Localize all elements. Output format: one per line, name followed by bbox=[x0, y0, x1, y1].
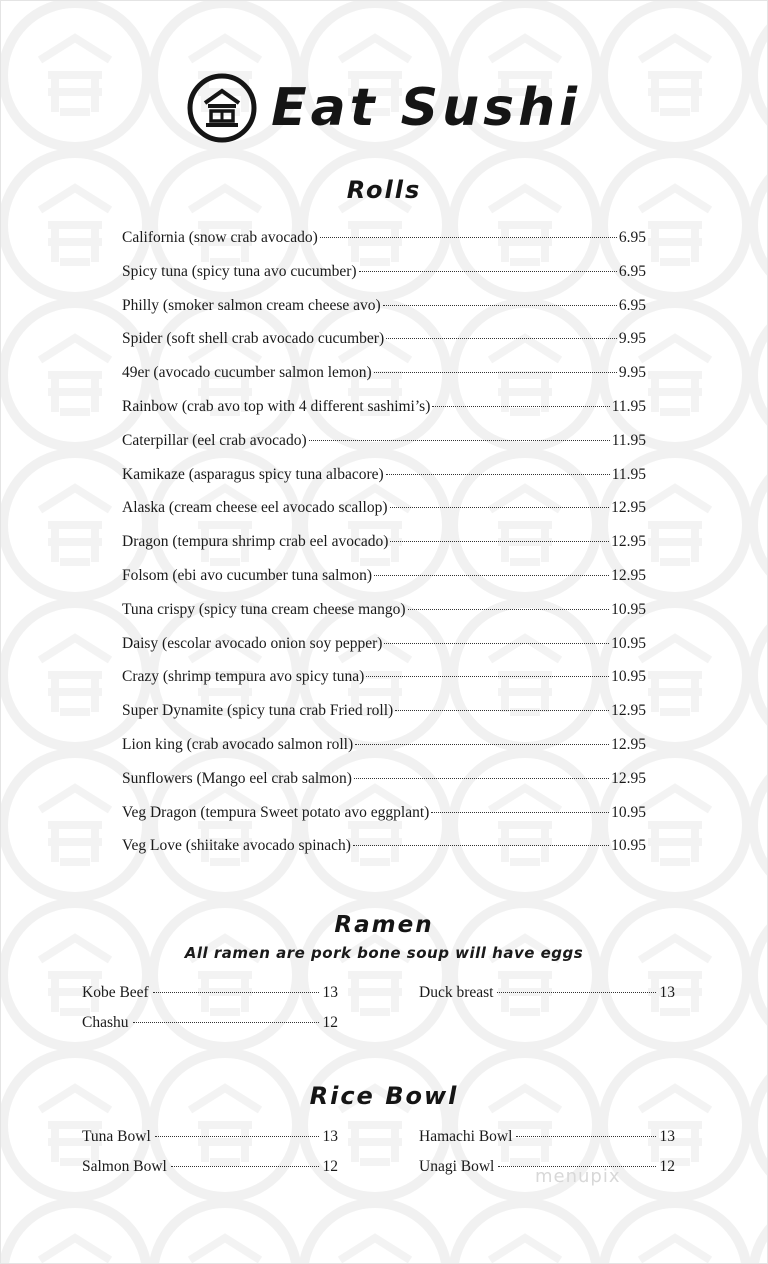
menu-item bbox=[122, 466, 646, 500]
dot-leader bbox=[374, 372, 617, 373]
menu-item bbox=[82, 1128, 338, 1158]
menu-item-name: Tuna Bowl bbox=[82, 1128, 151, 1145]
menu-item-name: Alaska (cream cheese eel avocado scallop) bbox=[122, 499, 388, 517]
menu-item bbox=[82, 984, 338, 1014]
dot-leader bbox=[353, 845, 609, 846]
header bbox=[0, 68, 768, 148]
dot-leader bbox=[354, 778, 609, 779]
dot-leader bbox=[366, 676, 609, 677]
menu-item-price: 12.95 bbox=[611, 702, 646, 720]
restaurant-logo-icon bbox=[187, 73, 257, 143]
menu-item-name: Spider (soft shell crab avocado cucumber) bbox=[122, 330, 385, 348]
menu-item-name: Dragon (tempura shrimp crab eel avocado) bbox=[122, 533, 389, 551]
dot-leader bbox=[386, 474, 610, 475]
ramen-section-title: Ramen bbox=[334, 912, 434, 938]
menu-item bbox=[122, 702, 646, 736]
menu-item bbox=[122, 804, 646, 838]
menu-item-price: 11.95 bbox=[611, 397, 646, 415]
dot-leader bbox=[320, 237, 617, 238]
menu-item bbox=[122, 601, 646, 635]
rice-bowl-left-column bbox=[82, 1128, 338, 1188]
menu-item-name: Crazy (shrimp tempura avo spicy tuna) bbox=[122, 668, 365, 686]
ramen-left-column bbox=[82, 984, 338, 1044]
dot-leader bbox=[497, 992, 655, 993]
menu-item-name: Folsom (ebi avo cucumber tuna salmon) bbox=[122, 566, 373, 584]
ramen-right-column bbox=[419, 984, 675, 1014]
menu-item-name: Kamikaze (asparagus spicy tuna albacore) bbox=[122, 465, 384, 483]
menu-item-name: Veg Love (shiitake avocado spinach) bbox=[122, 837, 351, 855]
menu-item bbox=[419, 984, 675, 1014]
menu-item-price: 12.95 bbox=[611, 533, 646, 551]
dot-leader bbox=[390, 541, 609, 542]
menu-item-price: 9.95 bbox=[618, 330, 646, 348]
menu-item-price: 13 bbox=[322, 984, 338, 1001]
menu-item-price: 12.95 bbox=[611, 566, 646, 584]
menu-item-price: 6.95 bbox=[618, 262, 646, 280]
menu-item-price: 13 bbox=[322, 1128, 338, 1145]
dot-leader bbox=[384, 643, 609, 644]
menu-item-name: Spicy tuna (spicy tuna avo cucumber) bbox=[122, 262, 357, 280]
menu-item-price: 13 bbox=[659, 984, 675, 1001]
menu-item bbox=[122, 499, 646, 533]
menu-item-name: Chashu bbox=[82, 1014, 129, 1031]
menu-item-name: Philly (smoker salmon cream cheese avo) bbox=[122, 296, 381, 314]
menu-item-price: 10.95 bbox=[611, 837, 646, 855]
menu-item-name: Daisy (escolar avocado onion soy pepper) bbox=[122, 634, 383, 652]
menu-item-price: 6.95 bbox=[618, 229, 646, 246]
menu-item bbox=[122, 635, 646, 669]
menu-item-price: 12.95 bbox=[611, 735, 646, 753]
menu-item-price: 9.95 bbox=[618, 364, 646, 382]
brand-title: Eat Sushi bbox=[271, 78, 581, 138]
menu-item-name: Veg Dragon (tempura Sweet potato avo eggplant) bbox=[122, 803, 430, 821]
rolls-list bbox=[122, 229, 646, 871]
dot-leader bbox=[383, 305, 617, 306]
dot-leader bbox=[355, 744, 609, 745]
menu-item-name: Rainbow (crab avo top with 4 different sashimi’s) bbox=[122, 397, 431, 415]
dot-leader bbox=[431, 812, 609, 813]
menu-item-name: Salmon Bowl bbox=[82, 1158, 167, 1175]
dot-leader bbox=[386, 338, 617, 339]
menu-item bbox=[122, 668, 646, 702]
menu-item-price: 12.95 bbox=[611, 499, 646, 517]
menu-item-name: Super Dynamite (spicy tuna crab Fried roll) bbox=[122, 702, 394, 720]
menu-item-name: Kobe Beef bbox=[82, 984, 149, 1001]
menu-item bbox=[122, 229, 646, 263]
menu-item-name: Unagi Bowl bbox=[419, 1158, 495, 1175]
menu-item-price: 12 bbox=[659, 1158, 675, 1175]
dot-leader bbox=[359, 271, 617, 272]
dot-leader bbox=[374, 575, 609, 576]
menu-item bbox=[122, 364, 646, 398]
menu-item-price: 10.95 bbox=[611, 803, 646, 821]
menu-item-name: Lion king (crab avocado salmon roll) bbox=[122, 735, 354, 753]
menu-item-name: Duck breast bbox=[419, 984, 494, 1001]
menu-item bbox=[122, 330, 646, 364]
menu-item-name: California (snow crab avocado) bbox=[122, 229, 318, 246]
menu-item bbox=[122, 567, 646, 601]
dot-leader bbox=[390, 507, 610, 508]
menu-item bbox=[122, 398, 646, 432]
menu-item-price: 10.95 bbox=[611, 634, 646, 652]
rice-bowl-section-title: Rice Bowl bbox=[309, 1082, 459, 1110]
menu-item-name: 49er (avocado cucumber salmon lemon) bbox=[122, 364, 372, 382]
menu-item-price: 6.95 bbox=[618, 296, 646, 314]
menu-item-name: Caterpillar (eel crab avocado) bbox=[122, 431, 307, 449]
dot-leader bbox=[432, 406, 609, 407]
menu-item-price: 13 bbox=[659, 1128, 675, 1145]
menu-item-price: 11.95 bbox=[611, 431, 646, 449]
watermark: menupix bbox=[535, 1166, 621, 1187]
menu-item bbox=[122, 533, 646, 567]
menu-item-price: 10.95 bbox=[611, 600, 646, 618]
menu-item-price: 10.95 bbox=[611, 668, 646, 686]
menu-item-price: 12 bbox=[322, 1158, 338, 1175]
menu-item-price: 12 bbox=[322, 1014, 338, 1031]
ramen-subtitle: All ramen are pork bone soup will have eggs bbox=[184, 944, 584, 962]
menu-item bbox=[82, 1158, 338, 1188]
dot-leader bbox=[408, 609, 610, 610]
menu-item bbox=[82, 1014, 338, 1044]
dot-leader bbox=[155, 1136, 319, 1137]
menu-item bbox=[122, 736, 646, 770]
dot-leader bbox=[395, 710, 609, 711]
menu-item bbox=[419, 1128, 675, 1158]
menu-item-price: 12.95 bbox=[611, 769, 646, 787]
menu-item bbox=[122, 837, 646, 871]
menu-item bbox=[122, 263, 646, 297]
menu-item bbox=[122, 432, 646, 466]
rolls-section-title: Rolls bbox=[346, 176, 422, 204]
dot-leader bbox=[153, 992, 319, 993]
dot-leader bbox=[309, 440, 610, 441]
menu-item-price: 11.95 bbox=[611, 465, 646, 483]
menu-item bbox=[122, 770, 646, 804]
menu-item-name: Tuna crispy (spicy tuna cream cheese mango) bbox=[122, 600, 406, 618]
menu-item-name: Sunflowers (Mango eel crab salmon) bbox=[122, 769, 352, 787]
dot-leader bbox=[171, 1166, 319, 1167]
dot-leader bbox=[133, 1022, 319, 1023]
menu-item bbox=[122, 297, 646, 331]
menu-item-name: Hamachi Bowl bbox=[419, 1128, 513, 1145]
dot-leader bbox=[516, 1136, 655, 1137]
